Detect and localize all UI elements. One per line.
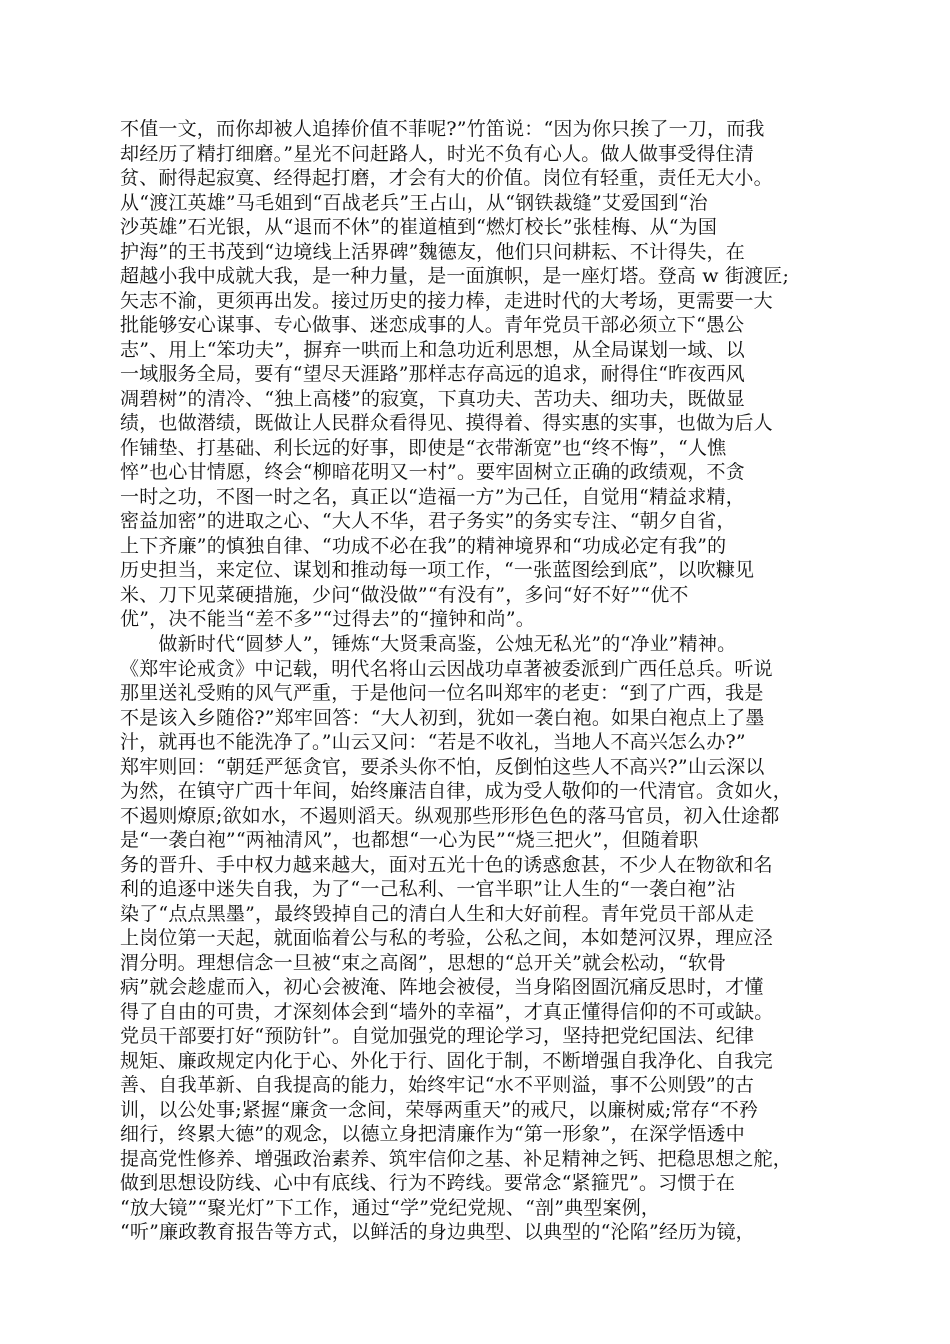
text-line: 米、刀下见菜硬措施，少问“做没做”“有没有”，多问“好不好”“优不 <box>120 583 689 606</box>
text-line: 密益加密”的进取之心、“大人不华，君子务实”的务实专注、“朝夕自省， <box>120 510 736 532</box>
text-line: 批能够安心谋事、专心做事、迷恋成事的人。青年党员干部必须立下“愚公 <box>120 314 745 336</box>
text-line: 提高党性修养、增强政治素养、筑牢信仰之基、补足精神之钙、把稳思想之舵， <box>120 1147 793 1170</box>
text-line: 悴”也心甘情愿，终会“柳暗花明又一村”。要牢固树立正确的政绩观，不贪 <box>120 461 745 483</box>
text-line: 那里送礼受贿的风气严重，于是他问一位名叫郑牢的老吏：“到了广西，我是 <box>120 682 764 704</box>
text-line: 超越小我中成就大我，是一种力量，是一面旗帜，是一座灯塔。登高 w 街渡匠; <box>120 265 790 287</box>
text-line: 上下齐廉”的慎独自律、“功成不必在我”的精神境界和“功成必定有我”的 <box>120 534 727 557</box>
text-line: 志”、用上“笨功夫”，摒弃一哄而上和急功近利思想，从全局谋划一域、以 <box>120 338 745 361</box>
paragraph-2 <box>120 632 832 1245</box>
text-line: 不值一文，而你却被人追捧价值不菲呢?”竹笛说：“因为你只挨了一刀，而我 <box>120 118 765 140</box>
text-line: 一域服务全局，要有“望尽天涯路”那样志存高远的追求，耐得住“昨夜西风 <box>120 363 745 385</box>
text-line: 不是该入乡随俗?”郑牢回答：“大人初到，犹如一袭白袍。如果白袍点上了墨 <box>120 706 765 729</box>
text-line: 细行，终累大德”的观念，以德立身把清廉作为“第一形象”，在深学悟透中 <box>120 1123 745 1145</box>
text-line: 务的晋升、手中权力越来越大，面对五光十色的诱惑愈甚，不少人在物欲和名 <box>120 853 773 876</box>
text-line: 一时之功，不图一时之名，真正以“造福一方”为己任，自觉用“精益求精， <box>120 485 745 508</box>
text-line: 病”就会趁虚而入，初心会被淹、阵地会被侵，当身陷囹圄沉痛反思时，才懂 <box>120 976 764 998</box>
text-line: 历史担当，来定位、谋划和推动每一项工作，“一张蓝图绘到底”，以吹糠见 <box>120 559 755 581</box>
text-line: 上岗位第一天起，就面临着公与私的考验，公私之间，本如楚河汉界，理应泾 <box>120 927 773 949</box>
text-line: 党员干部要打好“预防针”。自觉加强党的理论学习，坚持把党纪国法、纪律 <box>120 1025 755 1047</box>
text-line: 染了“点点黑墨”，最终毁掉自己的清白人生和大好前程。青年党员干部从走 <box>120 902 755 925</box>
text-line: 凋碧树”的清冷、“独上高楼”的寂寞，下真功夫、苦功夫、细功夫，既做显 <box>120 387 745 410</box>
text-line: 却经历了精打细磨。”星光不问赶路人，时光不负有心人。做人做事受得住清 <box>120 142 755 165</box>
text-line: 训，以公处事;紧握“廉贪一念间，荣辱两重天”的戒尺，以廉树威;常存“不矜 <box>120 1098 759 1121</box>
text-line: 绩，也做潜绩，既做让人民群众看得见、摸得着、得实惠的实事，也做为后人 <box>120 412 773 434</box>
text-line: 郑牢则回：“朝廷严惩贪官，要杀头你不怕，反倒怕这些人不高兴?”山云深以 <box>120 755 765 778</box>
text-line: 是“一袭白袍”“两袖清风”，也都想“一心为民”“烧三把火”，但随着职 <box>120 829 699 851</box>
text-line: 利的追逐中迷失自我，为了“一己私利、一官半职”让人生的“一袭白袍”沾 <box>120 878 736 900</box>
text-line: 做新时代“圆梦人”，锤炼“大贤秉高鉴，公烛无私光”的“净业”精神。 <box>120 633 737 655</box>
text-line: 不遏则燎原;欲如水，不遏则滔天。纵观那些形形色色的落马官员，初入仕途都 <box>120 804 780 827</box>
text-line: 善、自我革新、自我提高的能力，始终牢记“水不平则溢，事不公则毁”的古 <box>120 1074 755 1096</box>
text-line: “放大镜”“聚光灯”下工作，通过“学”党纪党规、“剖”典型案例， <box>120 1196 661 1219</box>
text-line: 汁，就再也不能洗净了。”山云又问：“若是不收礼，当地人不高兴怎么办?” <box>120 731 746 753</box>
text-line: 作铺垫、打基础、利长远的好事，即使是“衣带渐宽”也“终不悔”，“人憔 <box>120 436 727 459</box>
text-line: 规矩、廉政规定内化于心、外化于行、固化于制，不断增强自我净化、自我完 <box>120 1049 773 1072</box>
text-line: 沙英雄”石光银，从“退而不休”的崔道植到“燃灯校长”张桂梅、从“为国 <box>120 216 718 238</box>
paragraph-1 <box>120 117 832 632</box>
text-line: 《郑牢论戒贪》中记载，明代名将山云因战功卓著被委派到广西任总兵。听说 <box>120 657 773 680</box>
text-line: 贫、耐得起寂寞、经得起打磨，才会有大的价值。岗位有轻重，责任无大小。 <box>120 167 773 189</box>
text-line: 得了自由的可贵，才深刻体会到“墙外的幸福”，才真正懂得信仰的不可或缺。 <box>120 1000 774 1023</box>
text-line: 渭分明。理想信念一旦被“束之高阁”，思想的“总开关”就会松动，“软骨 <box>120 951 727 974</box>
text-line: 矢志不渝，更须再出发。接过历史的接力棒，走进时代的大考场，更需要一大 <box>120 289 773 312</box>
text-line: “听”廉政教育报告等方式，以鲜活的身边典型、以典型的“沦陷”经历为镜， <box>120 1221 755 1243</box>
text-line: 从“渡江英雄”马毛姐到“百战老兵”王占山，从“钢铁裁缝”艾爱国到“治 <box>120 191 708 214</box>
text-line: 为然，在镇守广西十年间，始终廉洁自律，成为受人敬仰的一代清官。贪如火， <box>120 780 793 802</box>
text-line: 做到思想设防线、心中有底线、行为不跨线。要常念“紧箍咒”。习惯于在 <box>120 1172 736 1194</box>
text-line: 优”，决不能当“差不多”“过得去”的“撞钟和尚”。 <box>120 608 535 630</box>
text-line: 护海”的王书茂到“边境线上活界碑”魏德友，他们只问耕耘、不计得失，在 <box>120 240 745 263</box>
